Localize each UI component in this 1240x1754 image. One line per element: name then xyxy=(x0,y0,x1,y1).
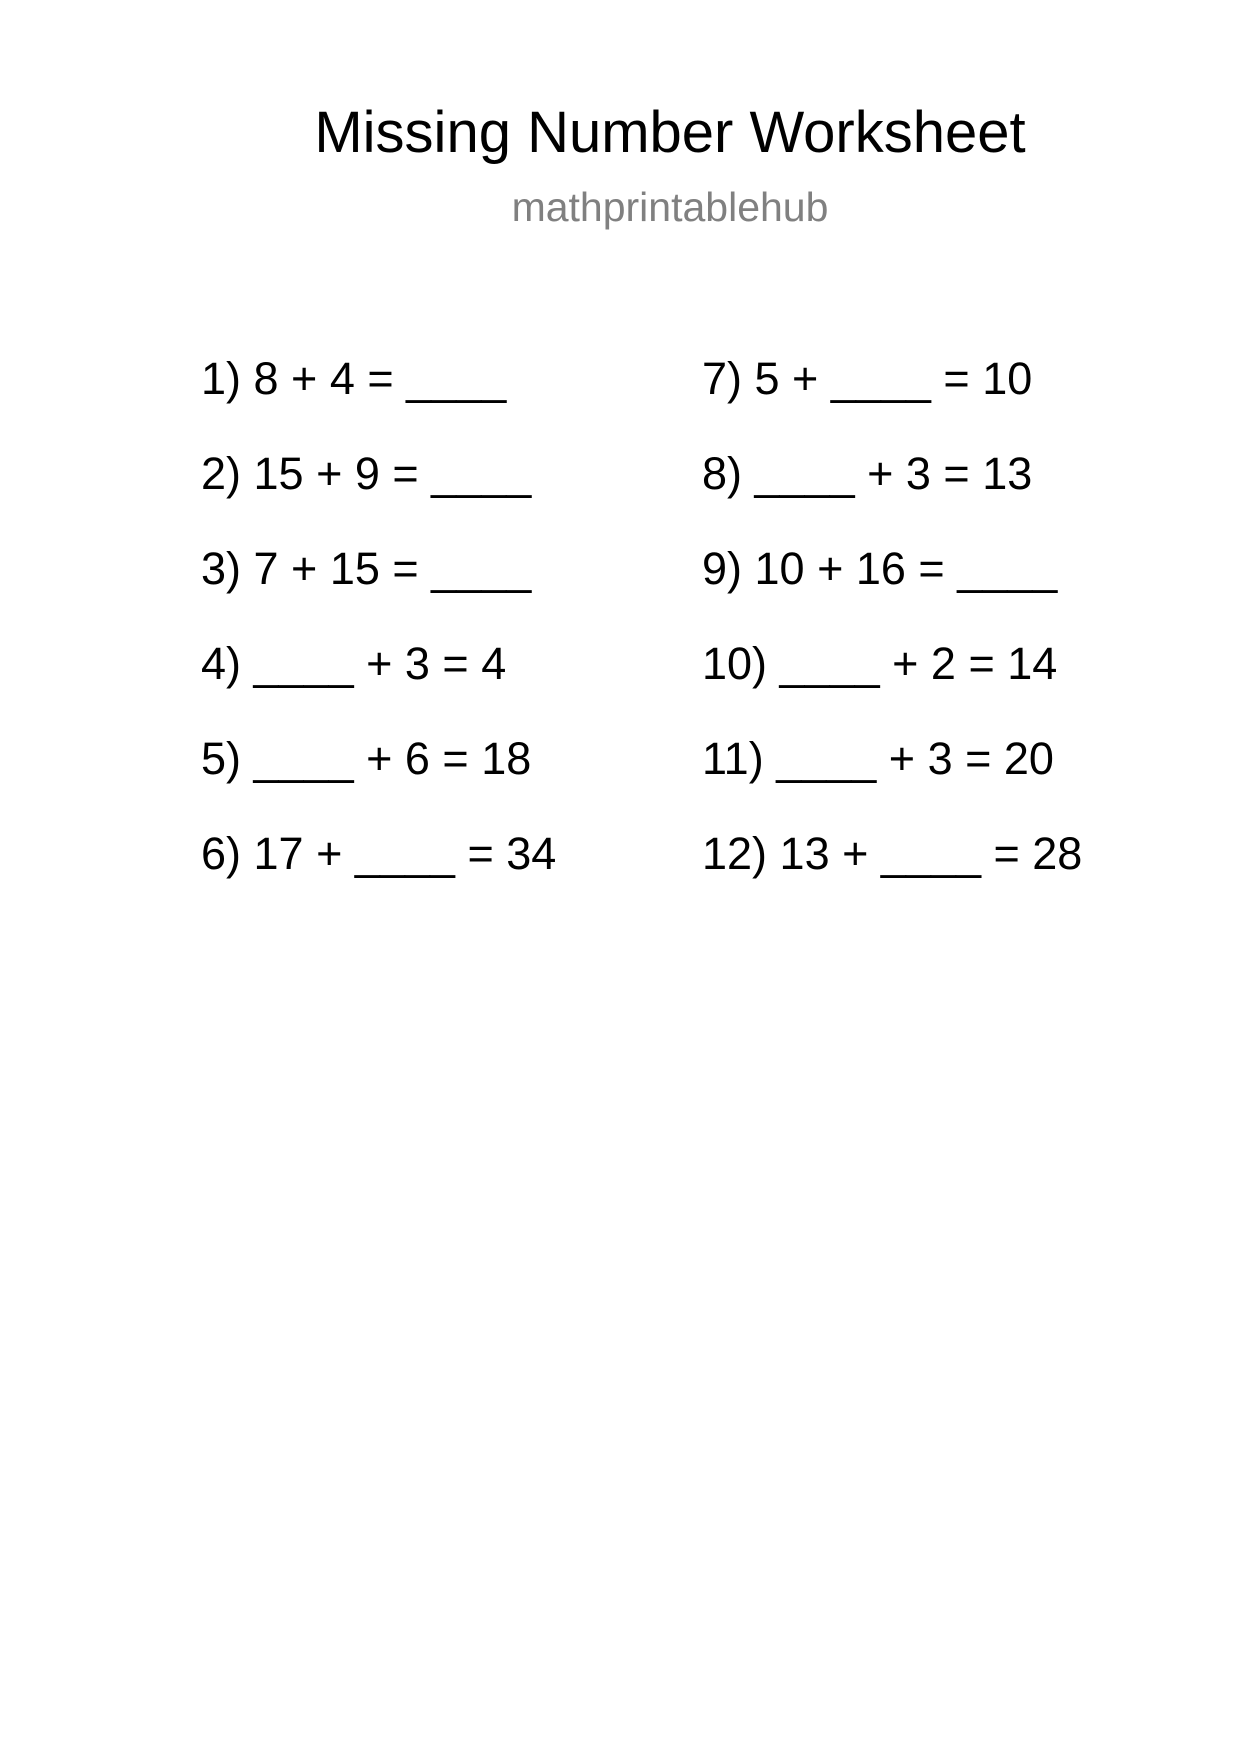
problem-item: 6) 17 + ____ = 34 xyxy=(201,828,557,879)
problem-item: 12) 13 + ____ = 28 xyxy=(702,828,1083,879)
problem-item: 4) ____ + 3 = 4 xyxy=(201,638,507,689)
problem-item: 10) ____ + 2 = 14 xyxy=(702,638,1058,689)
problem-item: 2) 15 + 9 = ____ xyxy=(201,448,532,499)
problem-item: 1) 8 + 4 = ____ xyxy=(201,353,507,404)
page-subtitle: mathprintablehub xyxy=(511,184,829,230)
problem-item: 9) 10 + 16 = ____ xyxy=(702,543,1058,594)
problem-item: 5) ____ + 6 = 18 xyxy=(201,733,532,784)
problem-item: 11) ____ + 3 = 20 xyxy=(702,733,1054,784)
problems-column-right xyxy=(702,351,1082,921)
problem-item: 7) 5 + ____ = 10 xyxy=(702,353,1033,404)
page-title: Missing Number Worksheet xyxy=(314,100,1026,165)
problem-item: 8) ____ + 3 = 13 xyxy=(702,448,1033,499)
problem-item: 3) 7 + 15 = ____ xyxy=(201,543,532,594)
problems-column-left xyxy=(201,351,556,921)
